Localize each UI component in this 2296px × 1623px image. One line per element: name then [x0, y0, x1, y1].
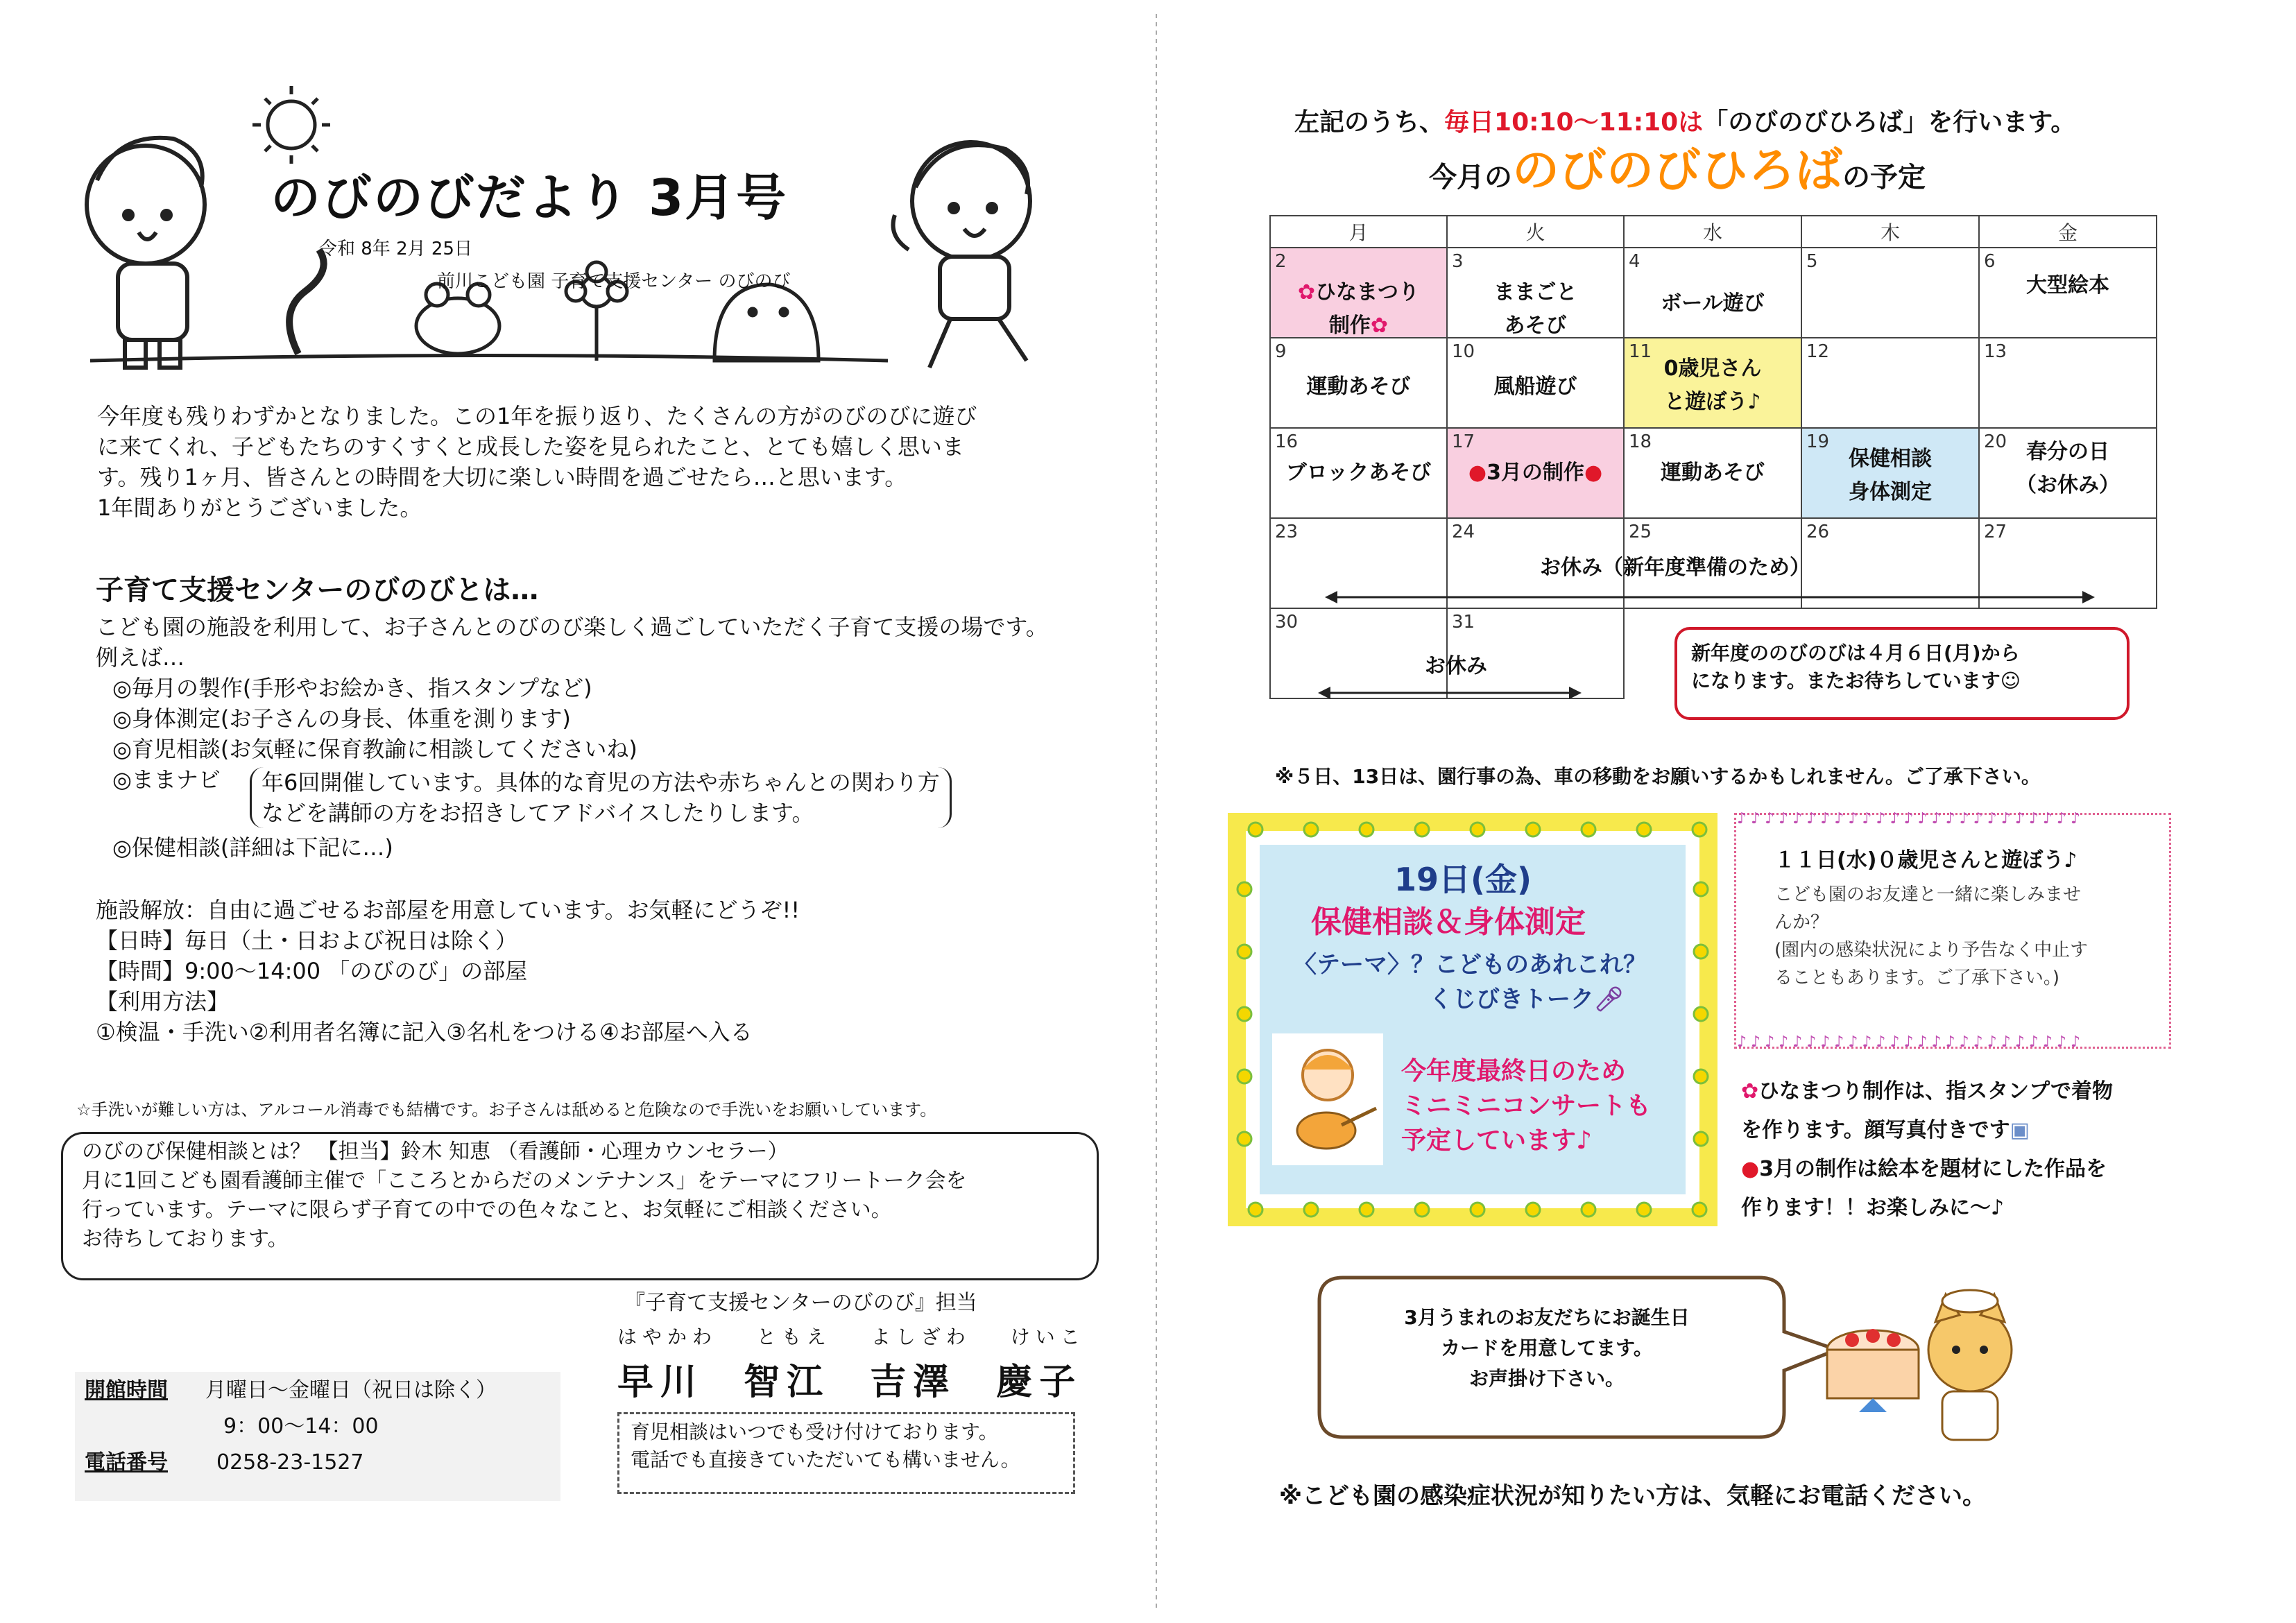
schedule-title-a: 今月の [1429, 162, 1512, 194]
blossom-icon: ✿ [1370, 314, 1389, 338]
infection-note: ※こども園の感染症状況が知りたい方は、気軽にお電話ください。 [1279, 1482, 1987, 1510]
schedule-title-hiroba: のびのびひろば [1512, 144, 1843, 198]
event-text: 身体測定 [1849, 480, 1932, 504]
frog-icon [416, 284, 499, 354]
snake-icon [289, 250, 324, 354]
event-text: 運動あそび [1661, 461, 1765, 485]
girl-icon [87, 138, 205, 368]
calendar-cell [1447, 338, 1624, 428]
zero-year-line: こども園のお友達と一緒に楽しみませ [1774, 884, 2082, 905]
day-number: 6 [1984, 251, 1996, 272]
day-number: 16 [1275, 431, 1299, 452]
consult-line: 育児相談はいつでも受け付けております。 [631, 1420, 998, 1443]
calendar-cell [1624, 428, 1801, 518]
header-illustration [69, 83, 902, 375]
about-line: ◎ままナビ [112, 766, 221, 793]
birthday-line: 3月うまれのお友だちにお誕生日 [1404, 1306, 1690, 1329]
page-divider [1156, 14, 1157, 1609]
day-number: 18 [1629, 431, 1652, 452]
calendar-cell [1801, 338, 1979, 428]
craft-notes [1741, 1072, 2113, 1228]
handwash-note: ☆手洗いが難しい方は、アルコール消毒でも結構です。お子さんは舐めると危険なので手洗いをお願いしています。 [76, 1100, 937, 1119]
staff-label: 『子育て支援センターのびのび』担当 [624, 1291, 977, 1315]
consult-box [617, 1412, 1075, 1494]
strawberry-icon: ● [1584, 461, 1603, 485]
weekday-tue: 火 [1447, 216, 1624, 248]
day-number: 23 [1275, 522, 1299, 542]
event-text: あそび [1504, 314, 1567, 338]
weekday-thu: 木 [1801, 216, 1979, 248]
concert-line: ミニミニコンサートも [1401, 1092, 1652, 1120]
hiroba-intro [1294, 107, 2075, 139]
health-line: 行っています。テーマに限らず子育ての中での色々なこと、お気軽にご相談ください。 [82, 1198, 892, 1222]
concert-line: 予定しています♪ [1401, 1126, 1592, 1155]
facility-line: 【日時】毎日（土・日および祝日は除く） [96, 927, 518, 954]
calendar-cell [1447, 428, 1624, 518]
strawberry-icon: ● [1468, 461, 1487, 485]
weekday-wed: 水 [1624, 216, 1801, 248]
day-number: 12 [1806, 341, 1830, 362]
birthday-line: カードを用意してます。 [1441, 1337, 1653, 1359]
boy-icon [881, 132, 1082, 381]
day-number: 2 [1275, 251, 1287, 272]
facility-line: 【時間】9:00～14:00 「のびのび」の部屋 [96, 958, 528, 984]
weekday-mon: 月 [1270, 216, 1447, 248]
staff-names: 早川 智江 吉澤 慶子 [617, 1362, 1083, 1403]
intro-paragraph [97, 401, 1103, 523]
health-title: のびのび保健相談とは？ 【担当】鈴木 知恵 （看護師・心理カウンセラー） [82, 1140, 789, 1164]
event-text: 保健相談 [1849, 447, 1932, 471]
day-number: 10 [1452, 341, 1475, 362]
event-lottery [1429, 984, 1624, 1015]
zero-year-line: (園内の感染状況により予告なく中止す [1774, 940, 2089, 961]
day-number: 25 [1629, 522, 1652, 542]
day-number: 13 [1984, 341, 2007, 362]
cake-cat-icon [1817, 1273, 2025, 1454]
phone-number: 0258-23-1527 [216, 1450, 364, 1475]
sun-icon [252, 86, 330, 164]
day-number: 11 [1629, 341, 1652, 362]
blossom-icon: ✿ [1297, 280, 1316, 304]
hours-label: 開館時間 [85, 1378, 168, 1402]
day-number: 3 [1452, 251, 1464, 272]
calendar-cell [1801, 428, 1979, 518]
calendar-cell [1979, 428, 2157, 518]
facility-line: 施設解放：自由に過ごせるお部屋を用意しています。お気軽にどうぞ!! [96, 897, 800, 923]
blossom-icon: ✿ [1741, 1079, 1759, 1104]
intro-line: 1年間ありがとうございました。 [97, 495, 422, 521]
hours-time: 9：00～14：00 [223, 1414, 379, 1439]
closure-note: お休み（新年度準備のため） [1540, 556, 1810, 580]
day-number: 4 [1629, 251, 1640, 272]
about-line: ◎保健相談(詳細は下記に…) [112, 834, 393, 861]
schedule-title-c: の予定 [1842, 162, 1926, 194]
zero-year-line: んか？ [1774, 912, 1829, 933]
about-line: ◎育児相談(お気軽に保育教諭に相談してくださいね) [112, 736, 637, 762]
about-heading: 子育て支援センターのびのびとは… [96, 574, 539, 606]
craft-line: 3月の制作は絵本を題材にした作品を [1759, 1157, 2107, 1181]
calendar-cell [1624, 248, 1801, 338]
phone-label: 電話番号 [85, 1450, 168, 1475]
event-theme: 〈テーマ〉？こどものあれこれ？ [1293, 951, 1647, 979]
music-note-icons: ♪♪♪♪♪♪♪♪♪♪♪♪♪♪♪♪♪♪♪♪♪♪♪♪♪ [1737, 810, 2085, 827]
calendar-cell [1270, 428, 1447, 518]
concert-line: 今年度最終日のため [1401, 1057, 1627, 1085]
calendar-cell [1801, 248, 1979, 338]
music-note-icons: ♪♪♪♪♪♪♪♪♪♪♪♪♪♪♪♪♪♪♪♪♪♪♪♪♪ [1737, 1033, 2085, 1051]
zero-year-title: １１日(水)０歳児さんと遊ぼう♪ [1774, 848, 2077, 873]
consult-line: 電話でも直接きていただいても構いません。 [631, 1448, 1020, 1471]
day-number: 19 [1806, 431, 1830, 452]
event-date: 19日(金) [1394, 861, 1532, 898]
calendar-cell [1624, 338, 1801, 428]
photo-icon: ▣ [2010, 1118, 2030, 1142]
microphone-icon: 🎤︎ [1594, 986, 1625, 1013]
staff-reading: はやかわ ともえ よしざわ けいこ [617, 1325, 1086, 1348]
hiroba-intro-c: 「のびのびひろば」を行います。 [1703, 108, 2076, 137]
about-line: などを講師の方をお招きしてアドバイスしたりします。 [262, 800, 814, 826]
about-line: 年6回開催しています。具体的な育児の方法や赤ちゃんとの関わり方 [262, 769, 940, 796]
issue-date: 令和 8年 2月 25日 [319, 239, 472, 259]
birthday-text [1339, 1303, 1755, 1394]
event-text: 春分の日 [2026, 440, 2109, 464]
event-text: ひなまつり [1315, 280, 1420, 304]
calendar-cell [1270, 338, 1447, 428]
hours-days: 月曜日～金曜日（祝日は除く） [205, 1378, 497, 1402]
organization-name: 前川こども園 子育て支援センター のびのび [437, 271, 791, 292]
hiroba-intro-time: 毎日10:10～11:10は [1444, 108, 1704, 137]
craft-line: ひなまつり制作は、指スタンプで着物 [1758, 1079, 2114, 1104]
zero-year-text [1774, 881, 2149, 992]
calendar-cell [1979, 338, 2157, 428]
event-text: 風船遊び [1493, 375, 1577, 399]
new-year-box [1674, 627, 2130, 720]
hiroba-intro-a: 左記のうち、 [1294, 108, 1445, 137]
day-number: 9 [1275, 341, 1287, 362]
weekday-fri: 金 [1979, 216, 2157, 248]
event-text: 大型絵本 [2026, 273, 2109, 298]
about-line: 例えば… [96, 644, 185, 671]
about-line: ◎身体測定(お子さんの身長、体重を測ります) [112, 705, 571, 732]
calendar-header-row [1270, 216, 2157, 248]
move-note: ※５日、13日は、園行事の為、車の移動をお願いするかもしれません。ご了承下さい。 [1275, 765, 2041, 788]
maman-navi-detail [250, 767, 952, 828]
health-line: お待ちしております。 [82, 1227, 289, 1251]
calendar-cell [1979, 248, 2157, 338]
intro-line: 今年度も残りわずかとなりました。この1年を振り返り、たくさんの方がのびのびに遊び [97, 403, 977, 429]
event-text: 3月の制作 [1487, 461, 1584, 485]
day-number: 24 [1452, 522, 1475, 542]
zero-year-line: ることもあります。ご了承下さい。) [1774, 968, 2060, 988]
day-number: 30 [1275, 612, 1299, 633]
event-title: 保健相談＆身体測定 [1311, 904, 1586, 940]
event-text: ボール遊び [1661, 291, 1765, 316]
day-number: 26 [1806, 522, 1830, 542]
intro-line: す。残り1ヶ月、皆さんとの時間を大切に楽しい時間を過ごせたら…と思います。 [97, 464, 907, 490]
about-line: こども園の施設を利用して、お子さんとのびのび楽しく過ごしていただく子育て支援の場です。 [96, 614, 1048, 640]
intro-line: に来てくれ、子どもたちのすくすくと成長した姿を見られたこと、とても嬉しく思いま [97, 433, 964, 460]
closure-arrow-2 [1318, 682, 1582, 703]
calendar-cell [1447, 248, 1624, 338]
health-consult-text [82, 1137, 1081, 1254]
facility-line: ①検温・手洗い②利用者名簿に記入③名札をつける④お部屋へ入る [96, 1019, 753, 1045]
guitar-girl-icon [1272, 1033, 1383, 1165]
lottery-text: くじびきトーク [1429, 986, 1594, 1013]
birthday-line: お声掛け下さい。 [1468, 1367, 1625, 1390]
strawberry-icon: ● [1741, 1157, 1760, 1181]
event-text: ブロックあそび [1285, 461, 1432, 485]
day-number: 17 [1452, 431, 1475, 452]
event-text: と遊ぼう♪ [1664, 390, 1761, 414]
facility-line: 【利用方法】 [96, 988, 230, 1015]
hiroba-schedule-title [1429, 144, 1926, 202]
day-number: 31 [1452, 612, 1475, 633]
craft-line: 作ります！！お楽しみに～♪ [1741, 1196, 2005, 1220]
new-year-line: 新年度ののびのびは４月６日(月)から [1691, 642, 2020, 664]
craft-line: を作ります。顔写真付きです [1741, 1118, 2010, 1142]
newsletter-title: のびのびだより 3月号 [271, 169, 788, 227]
calendar-row [1270, 248, 2157, 338]
day-number: 5 [1806, 251, 1818, 272]
concert-text [1401, 1054, 1651, 1158]
facility-info [96, 895, 1136, 1047]
closure-note-2: お休み [1425, 654, 1487, 678]
event-text: ままごと [1493, 280, 1577, 304]
new-year-line: になります。またお待ちしています☺ [1691, 669, 2021, 692]
event-text: 制作 [1328, 314, 1371, 338]
calendar-row [1270, 338, 2157, 428]
event-text: （お休み） [2016, 473, 2120, 497]
day-number: 20 [1984, 431, 2007, 452]
health-line: 月に1回こども園看護師主催で「こころとからだのメンテナンス」をテーマにフリートーク会を [82, 1169, 967, 1193]
closure-arrow [1325, 587, 2095, 608]
calendar-row [1270, 428, 2157, 518]
about-line: ◎毎月の製作(手形やお絵かき、指スタンプなど) [112, 675, 592, 701]
event-text: 0歳児さん [1663, 357, 1762, 381]
event-text: 運動あそび [1306, 375, 1411, 399]
mole-icon [714, 284, 819, 361]
day-number: 27 [1984, 522, 2007, 542]
calendar-cell [1270, 248, 1447, 338]
